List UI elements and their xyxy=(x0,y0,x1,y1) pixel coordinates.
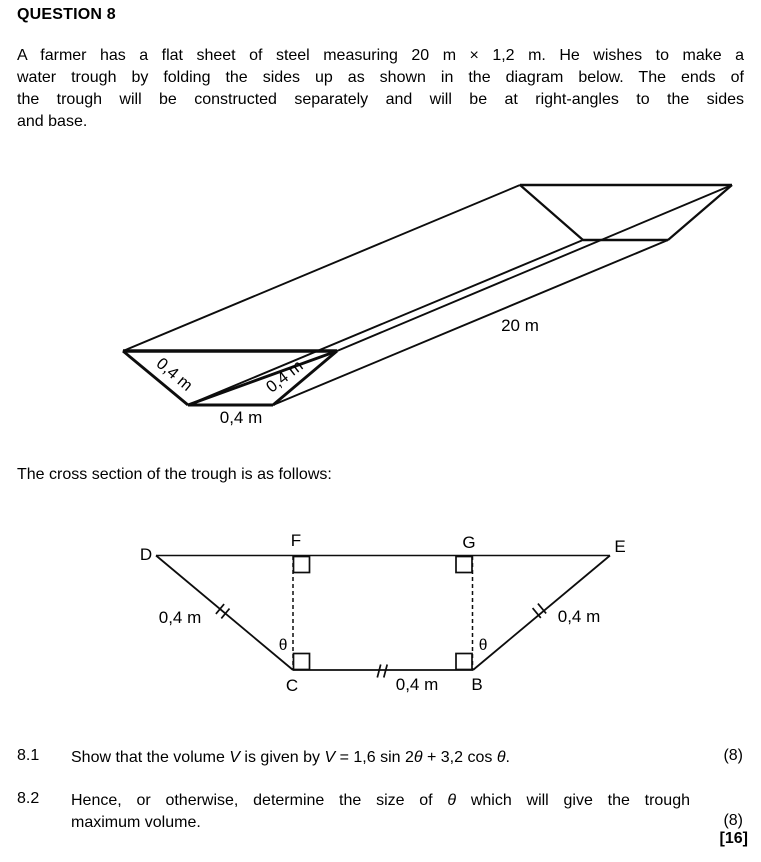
dim-left-side-3d: 0,4 m xyxy=(152,354,196,395)
q81-formula-v: V xyxy=(324,749,336,766)
right-angle-mark-B xyxy=(456,654,472,670)
q82-theta: θ xyxy=(447,792,457,809)
question-8-2-line-2: maximum volume. xyxy=(71,814,201,831)
q81-theta-2: θ xyxy=(496,749,506,766)
question-8-1-text xyxy=(71,747,510,769)
equal-tick-CB xyxy=(377,665,387,678)
theta-right-symbol: θ xyxy=(478,637,488,654)
vertex-label-D: D xyxy=(139,545,153,564)
dim-left-side-cs: 0,4 m xyxy=(158,608,202,627)
trough-3d-figure xyxy=(123,185,732,405)
vertex-label-G: G xyxy=(462,533,476,552)
q81-text-pre: Show that the volume xyxy=(71,749,230,766)
dim-right-side-cs: 0,4 m xyxy=(557,607,601,626)
q82-text-post: which will give the trough xyxy=(456,792,690,809)
intro-line-2: water trough by folding the sides up as shown in the diagram below. The ends of xyxy=(17,69,744,86)
back-right-slant xyxy=(668,185,732,240)
intro-line-4: and base. xyxy=(17,113,88,130)
right-angle-mark-G xyxy=(456,557,472,573)
vertex-label-C: C xyxy=(285,676,299,695)
right-angle-mark-C xyxy=(294,654,310,670)
long-top-left-edge xyxy=(123,185,520,351)
marks-8-1: (8) xyxy=(723,747,743,764)
q81-text-mid: is given by xyxy=(239,749,325,766)
dim-length-3d: 20 m xyxy=(501,316,539,335)
intro-line-1: A farmer has a flat sheet of steel measuring 20 m × 1,2 m. He wishes to make a xyxy=(17,47,744,64)
equal-tick-EB xyxy=(533,604,547,618)
marks-8-2: (8) xyxy=(723,812,743,829)
question-8-2-line-1 xyxy=(71,790,690,812)
q81-theta-1: θ xyxy=(413,749,423,766)
intro-paragraph xyxy=(17,45,744,133)
question-8-1-number: 8.1 xyxy=(17,747,40,764)
question-heading: QUESTION 8 xyxy=(17,6,116,23)
front-inner-diagonal xyxy=(188,351,337,405)
cross-section-figure xyxy=(156,556,610,678)
right-angle-mark-F xyxy=(294,557,310,573)
vertex-label-B: B xyxy=(471,675,483,694)
equal-tick-DC xyxy=(216,604,230,618)
total-marks: [16] xyxy=(719,830,748,847)
back-left-slant xyxy=(520,185,583,240)
vertex-label-E: E xyxy=(614,537,626,556)
dim-base-cs: 0,4 m xyxy=(395,675,439,694)
cross-section-intro: The cross section of the trough is as follows: xyxy=(17,466,332,483)
q81-formula-end: . xyxy=(505,749,510,766)
q81-formula-plus: + 3,2 cos xyxy=(422,749,497,766)
intro-line-3: the trough will be constructed separately and will be at right-angles to the sides xyxy=(17,91,744,108)
theta-left-symbol: θ xyxy=(278,637,288,654)
long-bottom-right-edge xyxy=(273,240,668,405)
q82-text-pre: Hence, or otherwise, determine the size of xyxy=(71,792,448,809)
q81-formula-eq: = 1,6 sin 2 xyxy=(335,749,414,766)
vertex-label-F: F xyxy=(290,531,302,550)
dim-base-3d: 0,4 m xyxy=(219,408,263,427)
q81-variable-v: V xyxy=(229,749,240,766)
dim-inner-side-3d: 0,4 m xyxy=(262,356,307,397)
question-8-2-number: 8.2 xyxy=(17,790,40,807)
